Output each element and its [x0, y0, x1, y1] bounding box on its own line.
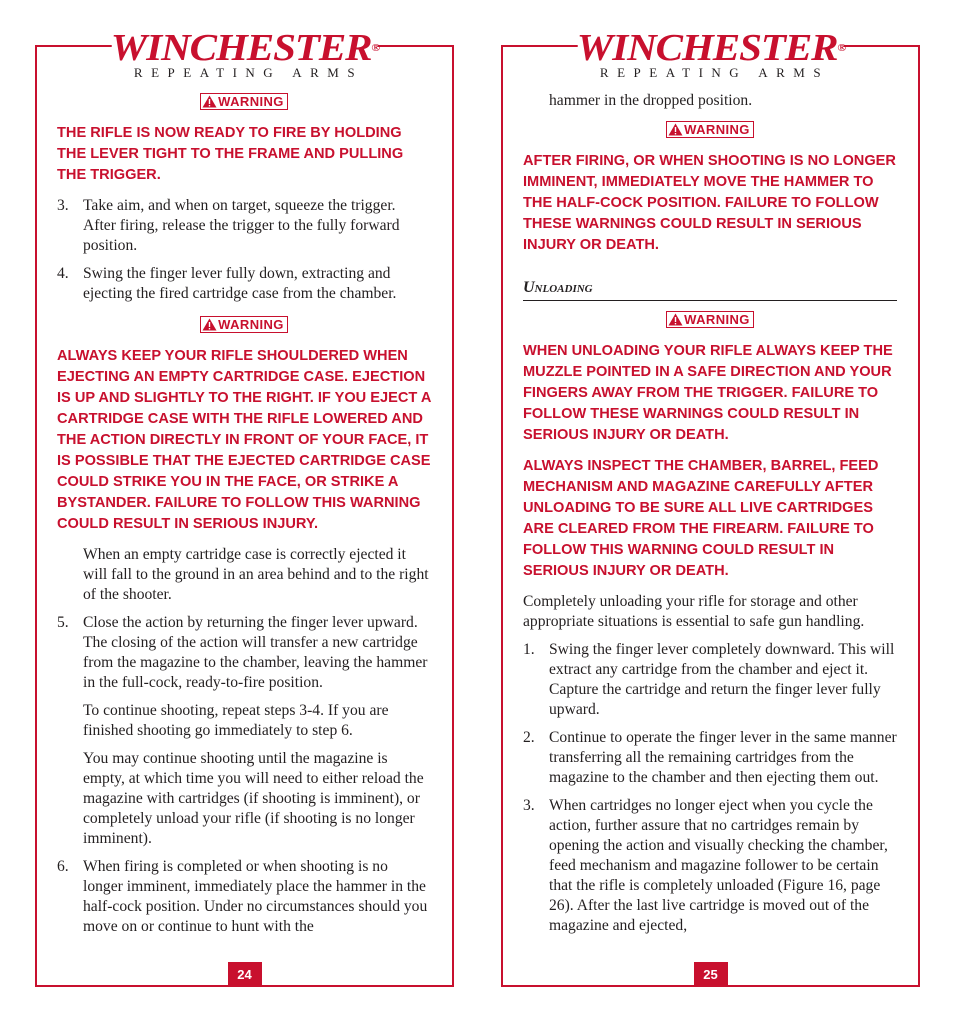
body-paragraph: You may continue shooting until the magazine is empty, at which time you will need to either reload the magazine with cartridges (if shooting is imminent), or completely unload your rifle (if shooting is no longer imminent). [83, 750, 424, 847]
step-item [57, 264, 431, 304]
warning-text: ALWAYS INSPECT THE CHAMBER, BARREL, FEED MECHANISM AND MAGAZINE CAREFULLY AFTER UNLOADING TO BE SURE ALL LIVE CARTRIDGES ARE CLEARED FROM THE FIREARM. FAILURE TO FOLLOW THIS WARNING COULD RESULT IN SERIOUS INJURY OR DEATH. [523, 458, 879, 579]
left-content [57, 91, 431, 945]
warning-text: THE RIFLE IS NOW READY TO FIRE BY HOLDING THE LEVER TIGHT TO THE FRAME AND PULLING THE TRIGGER. [57, 125, 404, 183]
brand-header [111, 27, 378, 81]
brand-tagline: REPEATING ARMS [133, 65, 364, 80]
step-item [523, 640, 897, 720]
step-item [57, 613, 431, 693]
right-content [523, 91, 897, 944]
step-number: 5. [57, 614, 69, 631]
step-text: Continue to operate the finger lever in the same manner transferring all the remaining cartridges from the magazine to the chamber and then ejecting them out. [549, 729, 897, 786]
winchester-logo: WINCHESTER® [110, 27, 379, 69]
left-page [35, 27, 454, 987]
body-paragraph: To continue shooting, repeat steps 3-4. If you are finished shooting go immediately to step 6. [83, 702, 389, 739]
right-page [501, 27, 920, 987]
step-text: Swing the finger lever completely downward. This will extract any cartridge from the chamber and eject it. Capture the cartridge and return the finger lever fully upward. [549, 641, 895, 718]
warning-badge: WARNING [666, 311, 754, 328]
winchester-logo: WINCHESTER® [576, 27, 845, 69]
step-text: Close the action by returning the finger lever upward. The closing of the action will transfer a new cartridge from the magazine to the chamber, leaving the hammer in the full-cock, ready-to-fire position. [83, 614, 428, 691]
warning-badge: WARNING [666, 121, 754, 138]
step-text: When cartridges no longer eject when you cycle the action, further assure that no cartridges remain by opening the action and visually checking the chamber, feed mechanism and magazine follower to be certain that the rifle is completely unloaded (Figure 16, page 26). After the last live cartridge is moved out of the magazine and ejected, [549, 797, 888, 934]
brand-tagline: REPEATING ARMS [599, 65, 830, 80]
page-number: 25 [694, 962, 728, 987]
step-number: 3. [523, 797, 535, 814]
step-item [57, 196, 431, 256]
step-text: Take aim, and when on target, squeeze the trigger. After firing, release the trigger to the fully forward position. [83, 197, 400, 254]
step-number: 4. [57, 265, 69, 282]
step-number: 3. [57, 197, 69, 214]
step-item [523, 728, 897, 788]
body-paragraph: hammer in the dropped position. [549, 92, 753, 109]
warning-triangle-icon [202, 95, 217, 108]
warning-triangle-icon [668, 313, 683, 326]
page-number: 24 [228, 962, 262, 987]
step-item [57, 857, 431, 937]
warning-text: ALWAYS KEEP YOUR RIFLE SHOULDERED WHEN EJECTING AN EMPTY CARTRIDGE CASE. EJECTION IS UP AND SLIGHTLY TO THE RIGHT. IF YOU EJECT A CARTRIDGE CASE WITH THE RIFLE LOWERED AND THE ACTION DIRECTLY IN FRONT OF YOUR FACE, IT IS POSSIBLE THAT THE EJECTED CARTRIDGE CASE COULD STRIKE YOU IN THE FACE, OR STRIKE A BYSTANDER. FAILURE TO FOLLOW THIS WARNING COULD RESULT IN SERIOUS INJURY. [57, 348, 431, 532]
brand-header [577, 27, 844, 81]
section-heading-unloading: Unloading [523, 278, 897, 301]
warning-triangle-icon [668, 123, 683, 136]
step-number: 1. [523, 641, 535, 658]
step-number: 6. [57, 858, 69, 875]
warning-triangle-icon [202, 318, 217, 331]
step-number: 2. [523, 729, 535, 746]
warning-badge: WARNING [200, 316, 288, 333]
warning-text: AFTER FIRING, OR WHEN SHOOTING IS NO LONGER IMMINENT, IMMEDIATELY MOVE THE HAMMER TO THE HALF-COCK POSITION. FAILURE TO FOLLOW THESE WARNINGS COULD RESULT IN SERIOUS INJURY OR DEATH. [523, 153, 896, 253]
warning-badge: WARNING [200, 93, 288, 110]
body-paragraph: Completely unloading your rifle for storage and other appropriate situations is essential to safe gun handling. [523, 593, 865, 630]
warning-text: WHEN UNLOADING YOUR RIFLE ALWAYS KEEP THE MUZZLE POINTED IN A SAFE DIRECTION AND YOUR FINGERS AWAY FROM THE TRIGGER. FAILURE TO FOLLOW THESE WARNINGS COULD RESULT IN SERIOUS INJURY OR DEATH. [523, 343, 893, 443]
body-paragraph: When an empty cartridge case is correctly ejected it will fall to the ground in an area behind and to the right of the shooter. [83, 546, 429, 603]
step-text: When firing is completed or when shooting is no longer imminent, immediately place the hammer in the half-cock position. Under no circumstances should you move on or continue to hunt with the [83, 858, 428, 935]
step-text: Swing the finger lever fully down, extracting and ejecting the fired cartridge case from the chamber. [83, 265, 397, 302]
step-item [523, 796, 897, 936]
